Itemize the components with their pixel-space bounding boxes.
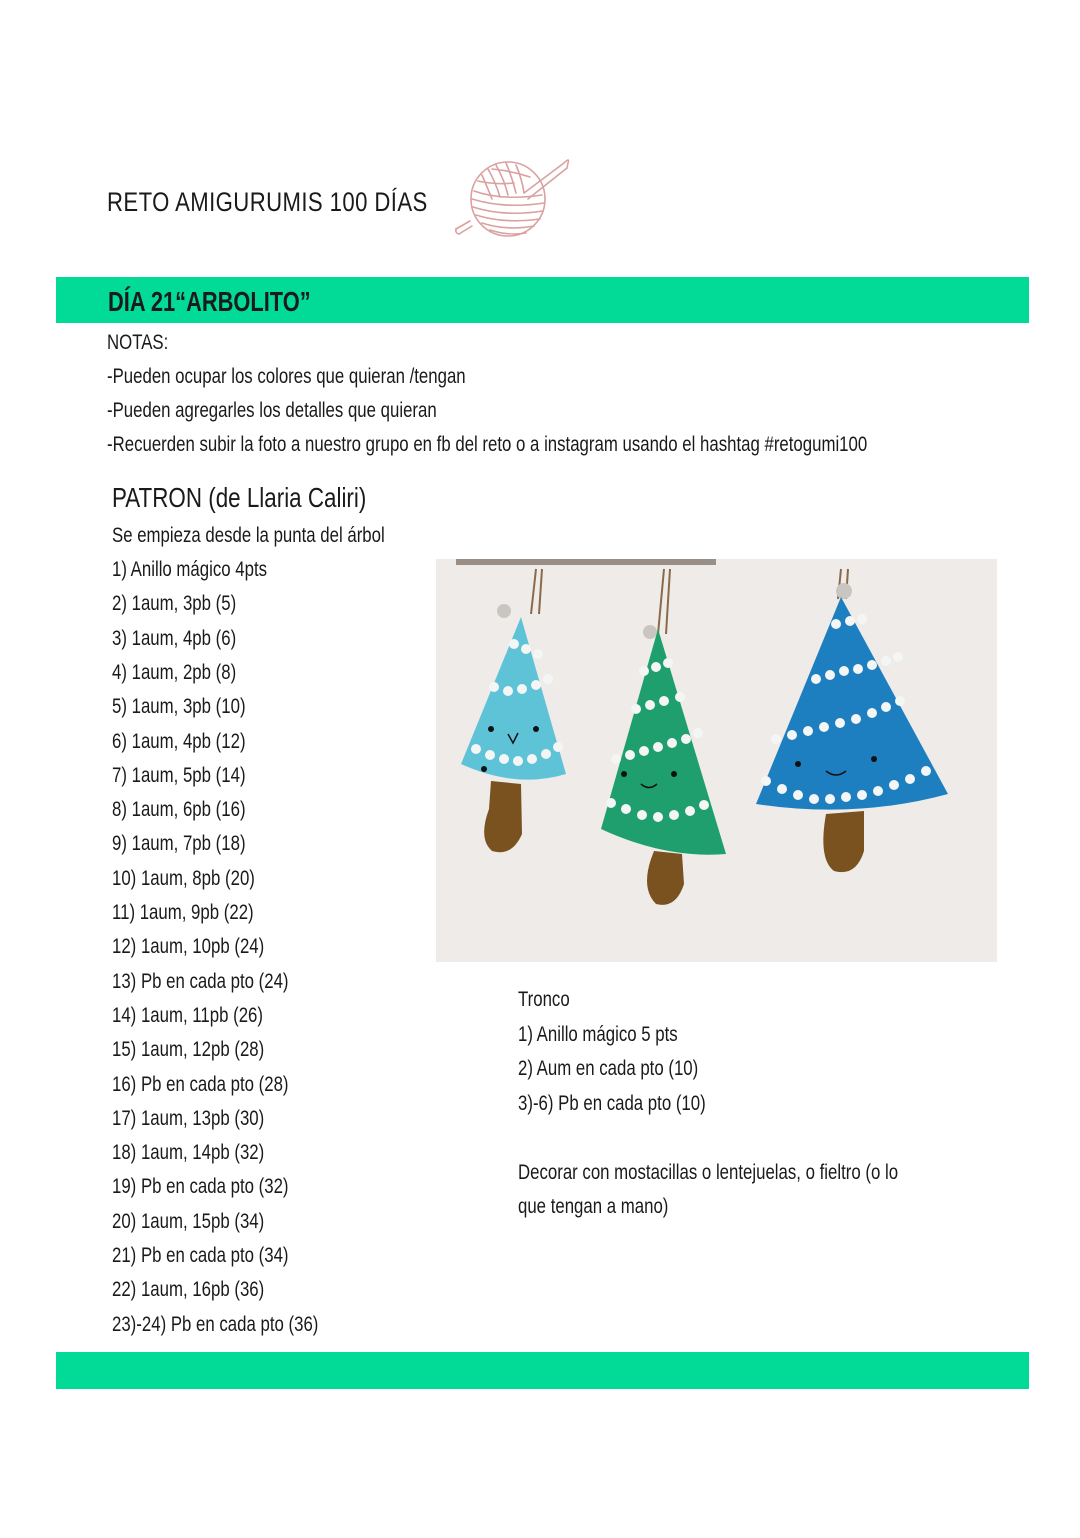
amigurumi-trees-photo <box>436 559 997 962</box>
note-item: -Recuerden subir la foto a nuestro grupo en fb del reto o a instagram usando el hashtag #retogumi100 <box>107 433 868 456</box>
pattern-step: 2) 1aum, 3pb (5) <box>112 592 237 616</box>
pattern-step: 5) 1aum, 3pb (10) <box>112 695 246 719</box>
pattern-step: 8) 1aum, 6pb (16) <box>112 798 246 822</box>
pattern-step: 13) Pb en cada pto (24) <box>112 969 289 993</box>
pattern-step: 19) Pb en cada pto (32) <box>112 1175 289 1199</box>
trunk-step: 1) Anillo mágico 5 pts <box>518 1023 678 1046</box>
pattern-step: 21) Pb en cada pto (34) <box>112 1244 289 1267</box>
pattern-step: 3) 1aum, 4pb (6) <box>112 626 237 650</box>
pattern-step: 15) 1aum, 12pb (28) <box>112 1038 265 1062</box>
trunk-title: Tronco <box>518 988 570 1011</box>
pattern-step: 23)-24) Pb en cada pto (36) <box>112 1312 319 1336</box>
page-header-title: RETO AMIGURUMIS 100 DÍAS <box>107 187 428 217</box>
pattern-step: 7) 1aum, 5pb (14) <box>112 763 246 787</box>
decoration-note: Decorar con mostacillas o lentejuelas, o fieltro (o lo <box>518 1161 899 1184</box>
pattern-step: 14) 1aum, 11pb (26) <box>112 1003 263 1027</box>
pattern-step: 4) 1aum, 2pb (8) <box>112 660 237 684</box>
pattern-step: 11) 1aum, 9pb (22) <box>112 901 254 924</box>
day-title: DÍA 21“ARBOLITO” <box>108 286 311 317</box>
decoration-note: que tengan a mano) <box>518 1195 669 1218</box>
pattern-step: 20) 1aum, 15pb (34) <box>112 1209 265 1233</box>
footer-bar <box>56 1352 1029 1389</box>
note-item: -Pueden ocupar los colores que quieran /tengan <box>107 365 466 388</box>
trunk-step: 3)-6) Pb en cada pto (10) <box>518 1092 706 1115</box>
note-item: -Pueden agregarles los detalles que quieran <box>107 399 437 422</box>
pattern-step: 16) Pb en cada pto (28) <box>112 1072 289 1096</box>
pattern-title: PATRON (de Llaria Caliri) <box>112 482 367 513</box>
pattern-subtitle: Se empieza desde la punta del árbol <box>112 524 385 547</box>
pattern-step: 9) 1aum, 7pb (18) <box>112 832 246 856</box>
pattern-step: 17) 1aum, 13pb (30) <box>112 1106 265 1130</box>
trunk-step: 2) Aum en cada pto (10) <box>518 1057 699 1080</box>
notes-label: NOTAS: <box>107 331 169 354</box>
yarn-ball-crochet-hook-icon <box>452 155 574 243</box>
pattern-step: 6) 1aum, 4pb (12) <box>112 729 246 753</box>
pattern-step: 18) 1aum, 14pb (32) <box>112 1141 265 1165</box>
pattern-step: 22) 1aum, 16pb (36) <box>112 1278 265 1302</box>
pattern-step: 12) 1aum, 10pb (24) <box>112 935 265 959</box>
pattern-step: 1) Anillo mágico 4pts <box>112 558 268 581</box>
pattern-step: 10) 1aum, 8pb (20) <box>112 866 255 890</box>
